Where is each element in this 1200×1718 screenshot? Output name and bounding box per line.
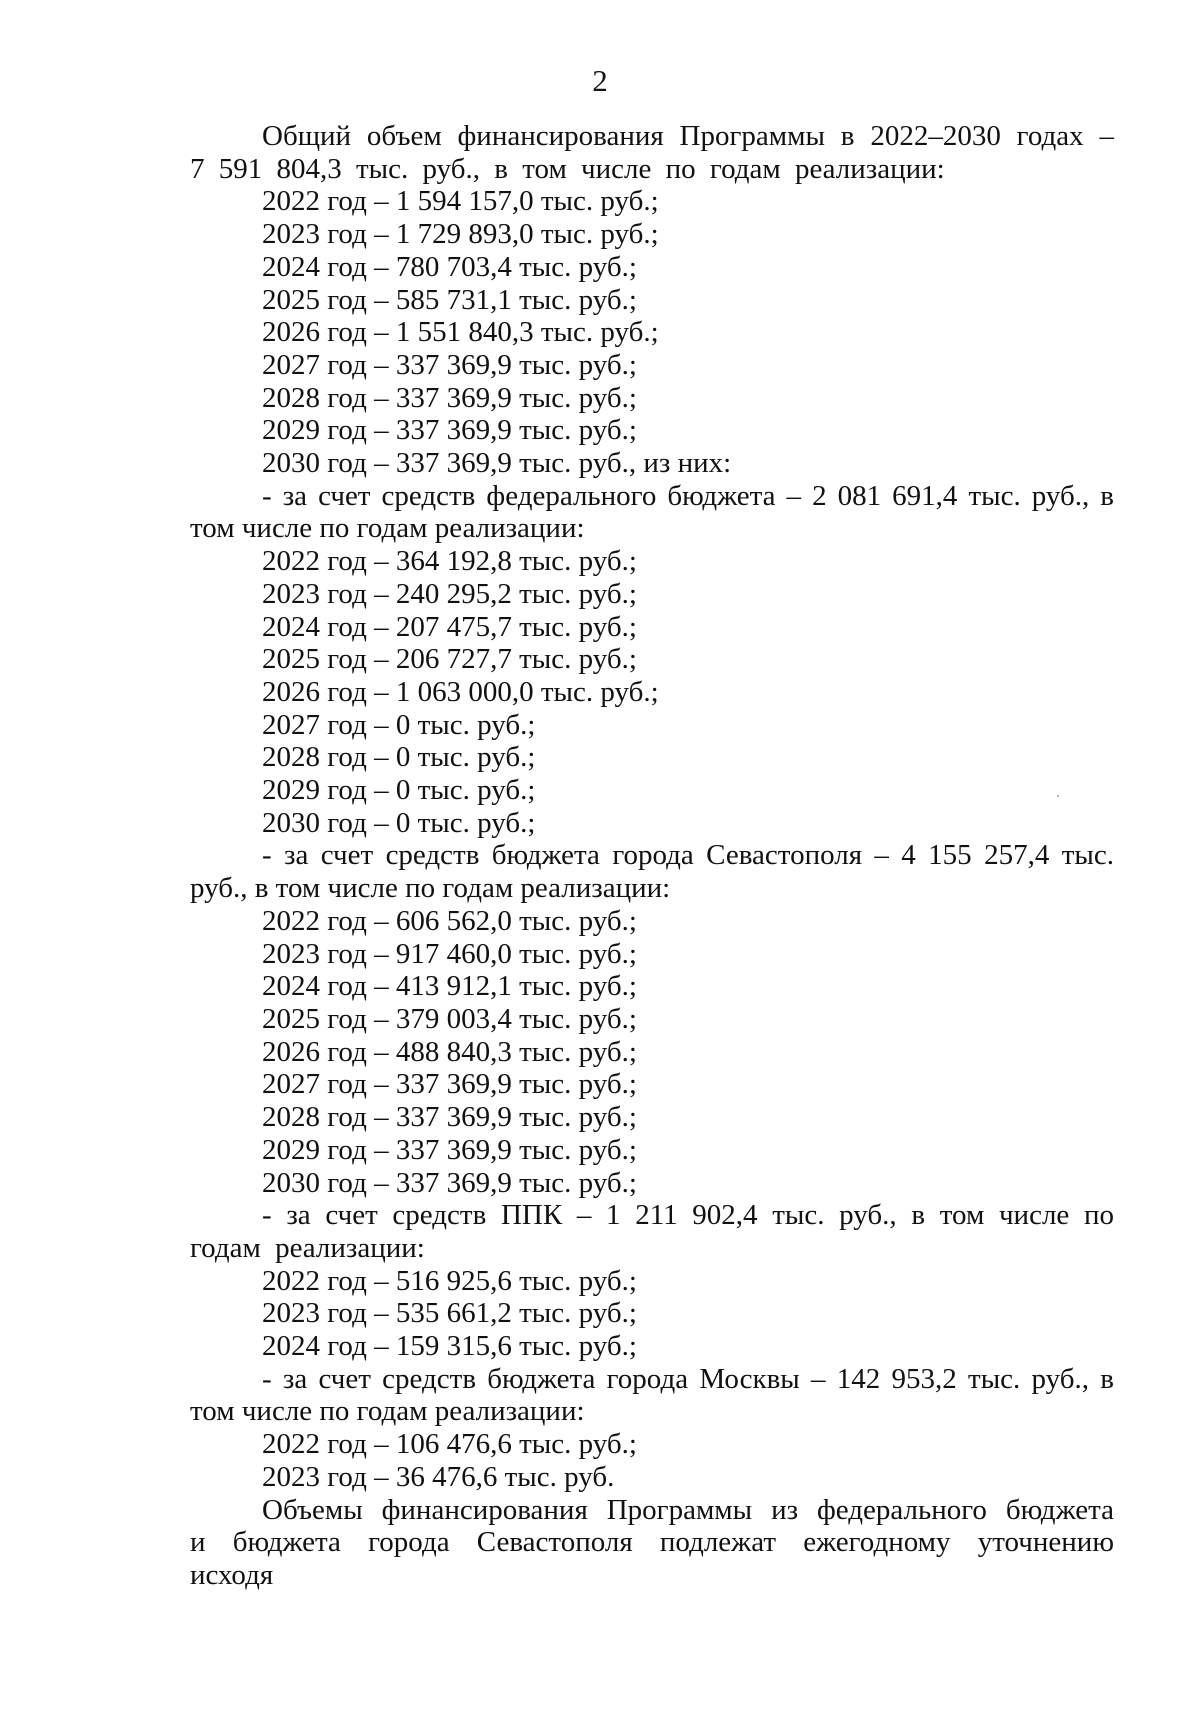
federal-year-line: 2030 год – 0 тыс. руб.; [262, 806, 536, 839]
federal-year-line: 2026 год – 1 063 000,0 тыс. руб.; [262, 675, 659, 708]
document-body [190, 120, 1114, 1592]
total-year-line: 2026 год – 1 551 840,3 тыс. руб.; [262, 316, 659, 349]
federal-year-line: 2028 год – 0 тыс. руб.; [262, 741, 536, 774]
sevastopol-year-line: 2027 год – 337 369,9 тыс. руб.; [262, 1068, 637, 1101]
total-year-line: 2024 год – 780 703,4 тыс. руб.; [262, 250, 637, 283]
moscow-budget-by-year-list [190, 1428, 1114, 1493]
federal-year-line: 2027 год – 0 тыс. руб.; [262, 708, 536, 741]
scan-speck [1057, 795, 1059, 797]
sevastopol-year-line: 2022 год – 606 562,0 тыс. руб.; [262, 904, 637, 937]
sevastopol-budget-intro: - за счет средств бюджета города Севастополя – 4 155 257,4 тыс. руб., в том числе по годам реализации: [190, 839, 1114, 905]
moscow-year-line: 2023 год – 36 476,6 тыс. руб. [262, 1460, 615, 1493]
sevastopol-year-line: 2024 год – 413 912,1 тыс. руб.; [262, 970, 637, 1003]
total-year-line: 2027 год – 337 369,9 тыс. руб.; [262, 348, 637, 381]
ppk-funding-by-year-list [190, 1265, 1114, 1363]
sevastopol-year-line: 2029 год – 337 369,9 тыс. руб.; [262, 1133, 637, 1166]
federal-budget-intro: - за счет средств федерального бюджета – 2 081 691,4 тыс. руб., в том числе по годам реализации: [190, 479, 1114, 545]
sevastopol-year-line: 2030 год – 337 369,9 тыс. руб.; [262, 1166, 637, 1199]
federal-year-line: 2025 год – 206 727,7 тыс. руб.; [262, 643, 637, 676]
federal-year-line: 2029 год – 0 тыс. руб.; [262, 774, 536, 807]
page-number: 2 [592, 63, 608, 98]
federal-year-line: 2022 год – 364 192,8 тыс. руб.; [262, 545, 637, 578]
total-year-line: 2030 год – 337 369,9 тыс. руб., из них: [262, 447, 732, 480]
moscow-budget-intro: - за счет средств бюджета города Москвы – 142 953,2 тыс. руб., в том числе по годам реализации: [190, 1362, 1114, 1428]
federal-budget-by-year-list [190, 545, 1114, 839]
sevastopol-year-line: 2023 год – 917 460,0 тыс. руб.; [262, 937, 637, 970]
total-year-line: 2028 год – 337 369,9 тыс. руб.; [262, 381, 637, 414]
total-year-line: 2023 год – 1 729 893,0 тыс. руб.; [262, 218, 659, 251]
federal-year-line: 2023 год – 240 295,2 тыс. руб.; [262, 577, 637, 610]
total-funding-intro: Общий объем финансирования Программы в 2022–2030 годах – 7 591 804,3 тыс. руб., в том числе по годам реализации: [190, 120, 1114, 185]
total-funding-by-year-list [190, 185, 1114, 479]
sevastopol-year-line: 2026 год – 488 840,3 тыс. руб.; [262, 1035, 637, 1068]
ppk-year-line: 2022 год – 516 925,6 тыс. руб.; [262, 1264, 637, 1297]
sevastopol-year-line: 2028 год – 337 369,9 тыс. руб.; [262, 1101, 637, 1134]
sevastopol-year-line: 2025 год – 379 003,4 тыс. руб.; [262, 1002, 637, 1035]
sevastopol-budget-by-year-list [190, 905, 1114, 1199]
closing-paragraph: Объемы финансирования Программы из федерального бюджета и бюджета города Севастополя подлежат ежегодному уточнению исходя [190, 1493, 1114, 1591]
total-year-line: 2025 год – 585 731,1 тыс. руб.; [262, 283, 637, 316]
ppk-year-line: 2023 год – 535 661,2 тыс. руб.; [262, 1297, 637, 1330]
ppk-funding-intro: - за счет средств ППК – 1 211 902,4 тыс. руб., в том числе по годам реализации: [190, 1199, 1114, 1264]
moscow-year-line: 2022 год – 106 476,6 тыс. руб.; [262, 1428, 637, 1461]
federal-year-line: 2024 год – 207 475,7 тыс. руб.; [262, 610, 637, 643]
total-year-line: 2029 год – 337 369,9 тыс. руб.; [262, 414, 637, 447]
total-year-line: 2022 год – 1 594 157,0 тыс. руб.; [262, 185, 659, 218]
ppk-year-line: 2024 год – 159 315,6 тыс. руб.; [262, 1330, 637, 1363]
